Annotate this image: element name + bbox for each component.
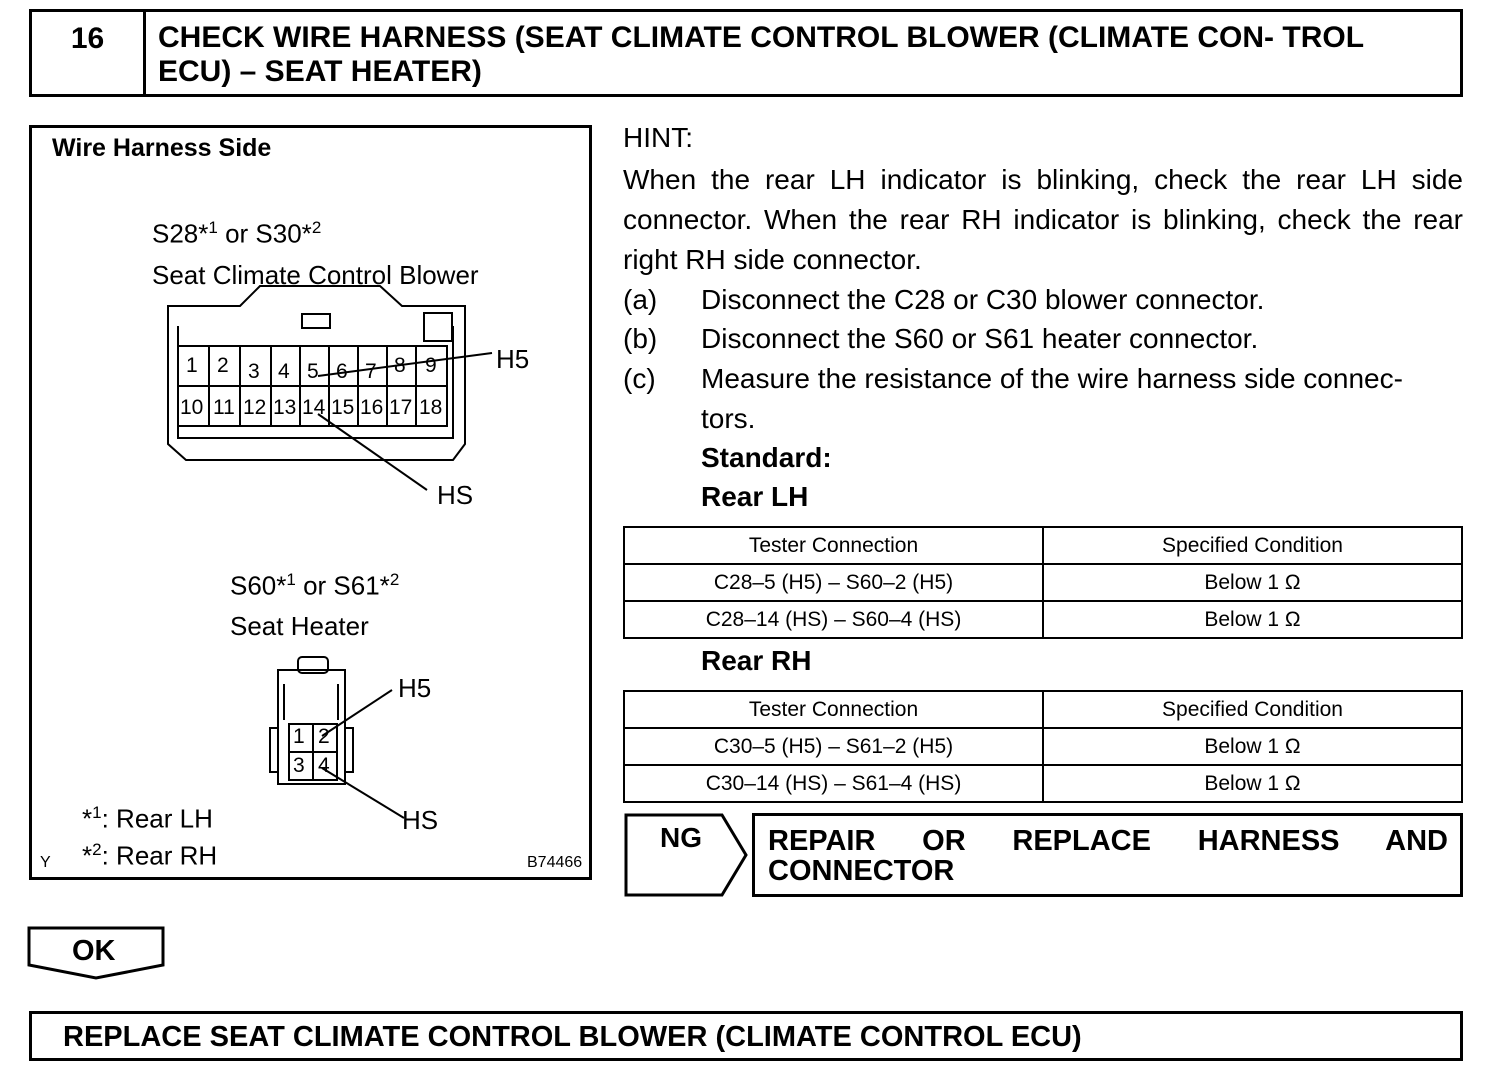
legend-note-2-text: : Rear RH <box>101 840 218 871</box>
table-row <box>624 765 1462 802</box>
rear-lh-table <box>623 526 1463 639</box>
table-cell: C30–5 (H5) – S61–2 (H5) <box>624 728 1043 765</box>
pin-label: 15 <box>331 396 355 419</box>
pin-label: 14 <box>302 396 326 419</box>
table-cell: C28–5 (H5) – S60–2 (H5) <box>624 564 1043 601</box>
pin-label: 12 <box>243 396 267 419</box>
hint-body: When the rear LH indicator is blinking, check the rear LH side connector. When the rear RH indicator is blinking, check the rear right RH side connector. <box>623 164 1463 275</box>
blower-code-mid: or S30* <box>217 218 312 249</box>
heater-callout-h5: H5 <box>398 673 432 703</box>
pin-label: 18 <box>419 396 443 419</box>
step-b-letter: (b) <box>623 323 658 354</box>
table-cell: Below 1 Ω <box>1043 765 1462 802</box>
figure-id: B74466 <box>527 854 583 871</box>
table-cell: Below 1 Ω <box>1043 564 1462 601</box>
step-c-text-cont: tors. <box>701 403 756 434</box>
table-header-row <box>624 527 1462 564</box>
blower-connector-code <box>152 218 321 250</box>
heater-code-main: S60* <box>230 570 287 601</box>
wire-harness-diagram <box>29 125 592 880</box>
blower-code-sup2: 2 <box>311 218 322 237</box>
corner-letter: Y <box>40 854 51 871</box>
pin-label: 3 <box>293 754 305 777</box>
blower-code-sup1: 1 <box>208 218 218 237</box>
step-c-text: Measure the resistance of the wire harness side connec- <box>701 363 1403 394</box>
rear-lh-label: Rear LH <box>701 481 809 512</box>
table-header-cell: Specified Condition <box>1043 691 1462 728</box>
heater-connector-name: Seat Heater <box>230 611 369 641</box>
step-b-text: Disconnect the S60 or S61 heater connector. <box>701 323 1259 354</box>
step-c-letter: (c) <box>623 363 656 394</box>
table-header-cell: Specified Condition <box>1043 527 1462 564</box>
pin-label: 11 <box>213 396 235 419</box>
pin-label: 6 <box>336 360 348 383</box>
standard-label: Standard: <box>701 442 832 473</box>
rear-rh-label: Rear RH <box>701 645 812 676</box>
heater-code-mid: or S61* <box>295 570 390 601</box>
pin-label: 9 <box>425 354 437 377</box>
table-cell: C30–14 (HS) – S61–4 (HS) <box>624 765 1043 802</box>
pin-label: 2 <box>318 725 330 748</box>
table-row <box>624 601 1462 638</box>
hint-label: HINT: <box>623 122 693 153</box>
blower-callout-hs: HS <box>437 480 474 510</box>
table-cell: Below 1 Ω <box>1043 728 1462 765</box>
blower-callout-h5: H5 <box>496 344 530 374</box>
pin-label: 8 <box>394 354 406 377</box>
pin-label: 1 <box>186 354 198 377</box>
pin-label: 17 <box>389 396 413 419</box>
legend-note-1-mark: * <box>82 803 93 834</box>
table-header-cell: Tester Connection <box>624 691 1043 728</box>
pin-label: 3 <box>248 360 260 383</box>
rear-rh-table <box>623 690 1463 803</box>
table-row <box>624 564 1462 601</box>
blower-code-main: S28* <box>152 218 209 249</box>
legend-note-2 <box>82 840 217 872</box>
ng-result-box <box>752 813 1463 897</box>
heater-code-sup1: 1 <box>286 570 296 589</box>
pin-label: 7 <box>365 360 377 383</box>
pin-label: 1 <box>293 725 305 748</box>
heater-code-sup2: 2 <box>389 570 400 589</box>
final-action-box <box>29 1011 1463 1061</box>
step-number: 16 <box>32 12 146 94</box>
pin-label: 4 <box>318 754 330 777</box>
heater-connector-code <box>230 570 399 602</box>
blower-connector-name: Seat Climate Control Blower <box>152 260 479 290</box>
pin-label: 16 <box>360 396 384 419</box>
legend-note-1-text: : Rear LH <box>101 803 213 834</box>
table-cell: C28–14 (HS) – S60–4 (HS) <box>624 601 1043 638</box>
table-header-row <box>624 691 1462 728</box>
legend-note-1-sup: 1 <box>92 803 102 822</box>
heater-callout-hs: HS <box>402 805 439 835</box>
diagram-title: Wire Harness Side <box>52 134 272 162</box>
legend-note-1 <box>82 803 213 835</box>
ng-label: NG <box>660 822 702 853</box>
table-cell: Below 1 Ω <box>1043 601 1462 638</box>
step-a-letter: (a) <box>623 284 658 315</box>
step-header <box>29 9 1463 97</box>
table-header-cell: Tester Connection <box>624 527 1043 564</box>
legend-note-2-mark: * <box>82 840 93 871</box>
pin-label: 4 <box>278 360 290 383</box>
step-a-text: Disconnect the C28 or C30 blower connector. <box>701 284 1265 315</box>
pin-label: 5 <box>307 360 319 383</box>
ok-label: OK <box>72 935 116 967</box>
pin-label: 2 <box>217 354 229 377</box>
table-row <box>624 728 1462 765</box>
final-action-text: REPLACE SEAT CLIMATE CONTROL BLOWER (CLIMATE CONTROL ECU) <box>63 1021 1082 1053</box>
pin-label: 13 <box>273 396 297 419</box>
ng-result-text: REPAIR OR REPLACE HARNESS AND CONNECTOR <box>768 825 1448 887</box>
step-title: CHECK WIRE HARNESS (SEAT CLIMATE CONTROL BLOWER (CLIMATE CON- TROL ECU) – SEAT HEATER) <box>158 21 1364 88</box>
pin-label: 10 <box>180 396 204 419</box>
legend-note-2-sup: 2 <box>92 840 102 859</box>
